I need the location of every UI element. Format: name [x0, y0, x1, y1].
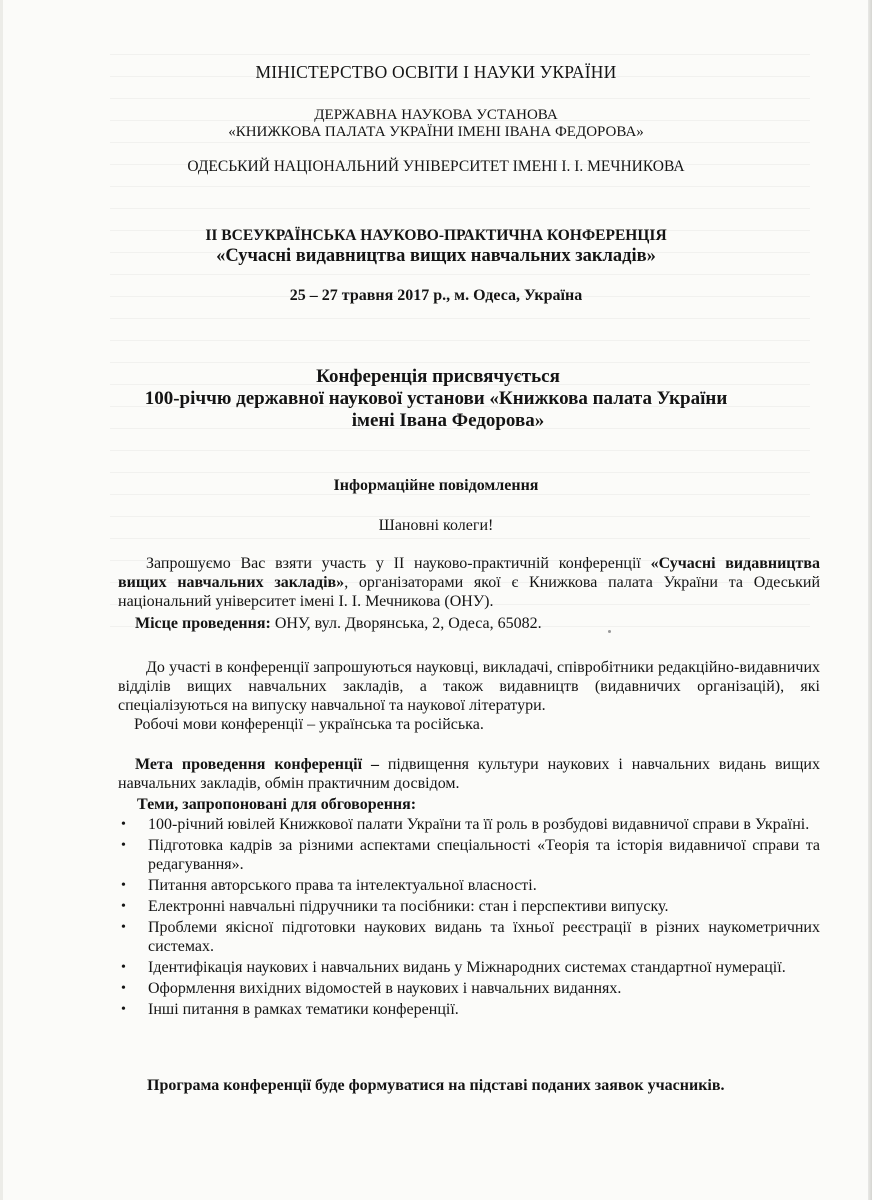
topic-text: Підготовка кадрів за різними аспектами спеціальності «Теорія та історія видавничої справи та редагування».: [148, 837, 820, 873]
languages-paragraph: Робочі мови конференції – українська та російська.: [134, 716, 484, 733]
bullet-icon: •: [121, 878, 126, 893]
topic-text: Електронні навчальні підручники та посібники: стан і перспективи випуску.: [148, 898, 669, 915]
bullet-icon: •: [121, 981, 126, 996]
scan-edge-right: [868, 0, 872, 1200]
invitation-conference-title: «Сучасні видавництва вищих навчальних закладів»: [118, 555, 821, 591]
invitation-text-end: , організаторами якої є Книжкова палата України та Одеський національний університет імені І. І. Мечникова (ОНУ).: [118, 574, 821, 610]
institution-line-2: «КНИЖКОВА ПАЛАТА УКРАЇНИ ІМЕНІ ІВАНА ФЕДОРОВА»: [228, 124, 644, 140]
dedication-line-2: 100-річчю державної наукової установи «Книжкова палата України: [144, 388, 728, 409]
bullet-icon: •: [121, 838, 126, 853]
list-item: [118, 918, 820, 956]
list-item: [118, 897, 820, 916]
invitation-paragraph: [118, 554, 820, 611]
list-item: [118, 979, 820, 998]
topic-text: Ідентифікація наукових і навчальних видань у Міжнародних системах стандартної нумерації.: [148, 959, 786, 976]
bullet-icon: •: [121, 899, 126, 914]
topic-text: 100-річний ювілей Книжкової палати України та її роль в розбудові видавничої справи в Україні.: [148, 816, 810, 833]
program-note: Програма конференції буде формуватися на підставі поданих заявок учасників.: [147, 1077, 725, 1094]
venue-label: Місце проведення:: [135, 615, 271, 632]
ministry-heading: МІНІСТЕРСТВО ОСВІТИ І НАУКИ УКРАЇНИ: [255, 62, 617, 82]
scan-edge-left: [0, 0, 3, 1200]
info-heading: Інформаційне повідомлення: [333, 477, 539, 494]
dedication-line-1: Конференція присвячується: [316, 366, 560, 387]
goal-paragraph: [118, 755, 820, 793]
goal-label: Мета проведення конференції –: [135, 756, 379, 773]
participants-paragraph: До участі в конференції запрошуються науковці, викладачі, співробітники редакційно-видавничих відділів вищих навчальних закладів, а також видавництв (видавничих організацій), які спеціалізуються на випуску навчальної та наукової літератури.: [118, 659, 820, 714]
bullet-icon: •: [121, 817, 126, 832]
conference-title: «Сучасні видавництва вищих навчальних закладів»: [216, 246, 656, 266]
invitation-text-start: Запрошуємо Вас взяти участь у II науково-практичній конференції: [146, 555, 651, 572]
topic-text: Інші питання в рамках тематики конференції.: [148, 1001, 459, 1018]
conference-name: II ВСЕУКРАЇНСЬКА НАУКОВО-ПРАКТИЧНА КОНФЕРЕНЦІЯ: [205, 227, 667, 244]
list-item: [118, 876, 820, 895]
bullet-icon: •: [121, 960, 126, 975]
topic-text: Проблеми якісної підготовки наукових видань та їхньої реєстрації в різних наукометричних системах.: [148, 919, 820, 955]
bullet-icon: •: [121, 1002, 126, 1017]
university-heading: ОДЕСЬКИЙ НАЦІОНАЛЬНИЙ УНІВЕРСИТЕТ ІМЕНІ І. І. МЕЧНИКОВА: [187, 158, 685, 175]
list-item: [118, 958, 820, 977]
conference-date-place: 25 – 27 травня 2017 р., м. Одеса, Україна: [289, 287, 583, 304]
scan-speck: [608, 630, 611, 633]
topics-list: [118, 815, 820, 1021]
dedication-line-3: імені Івана Федорова»: [351, 410, 545, 431]
list-item: [118, 836, 820, 874]
topic-text: Оформлення вихідних відомостей в наукових і навчальних виданнях.: [148, 980, 622, 997]
bullet-icon: •: [121, 920, 126, 935]
greeting: Шановні колеги!: [378, 517, 494, 534]
list-item: [118, 1000, 820, 1019]
topic-text: Питання авторського права та інтелектуальної власності.: [148, 877, 537, 894]
topics-heading: Теми, запропоновані для обговорення:: [137, 796, 417, 813]
goal-value: підвищення культури наукових і навчальних видань вищих навчальних закладів, обмін практичним досвідом.: [118, 756, 820, 792]
venue-paragraph: [118, 614, 820, 633]
venue-value: ОНУ, вул. Дворянська, 2, Одеса, 65082.: [270, 615, 542, 632]
list-item: [118, 815, 820, 834]
institution-line-1: ДЕРЖАВНА НАУКОВА УСТАНОВА: [314, 107, 558, 123]
